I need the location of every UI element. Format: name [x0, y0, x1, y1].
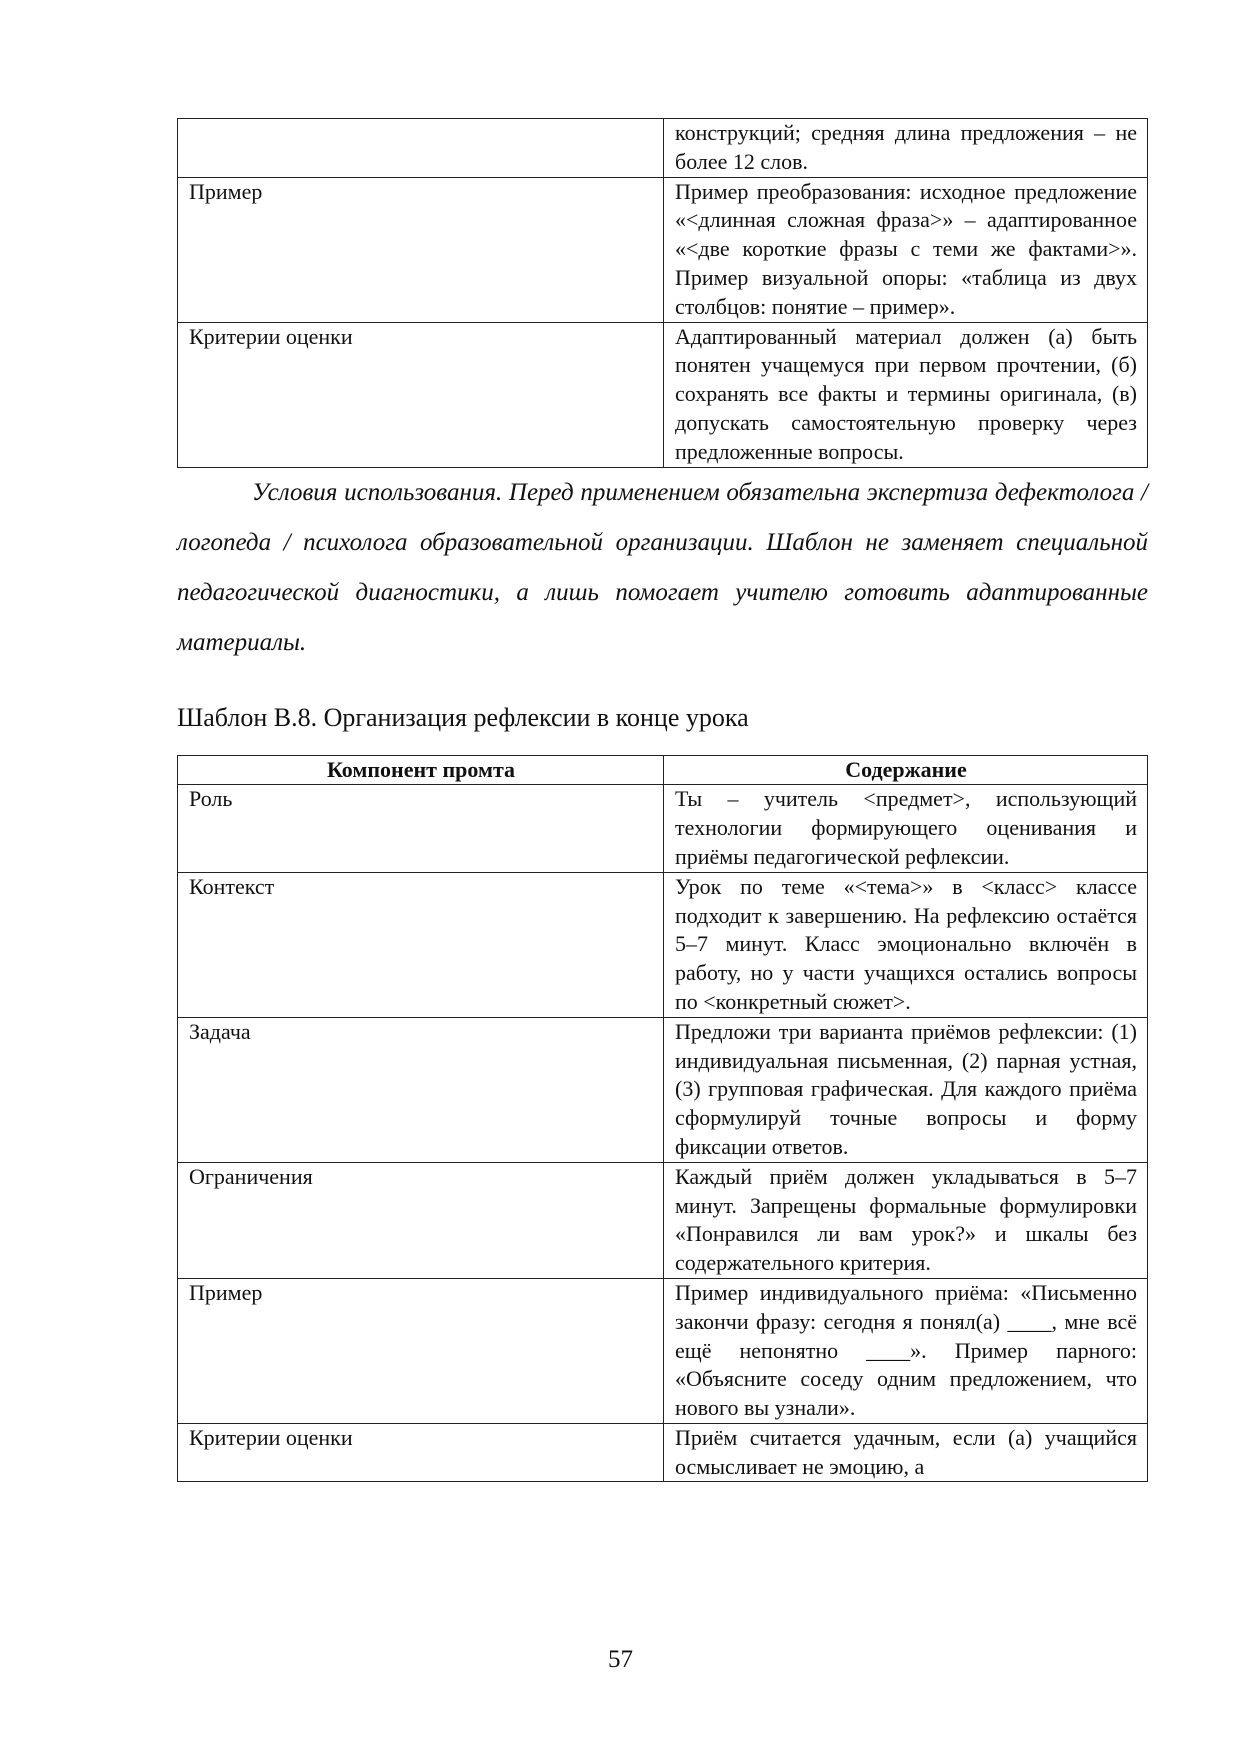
- content-cell: Пример преобразования: исходное предложение «<длинная сложная фраза>» – адаптированное «<две короткие фразы с теми же фактами>». Пример визуальной опоры: «таблица из двух столбцов: понятие – пример».: [664, 177, 1148, 322]
- content-cell: Пример индивидуального приёма: «Письменно закончи фразу: сегодня я понял(а) ____, мне всё ещё непонятно ____». Пример парного: «Объясните соседу одним предложением, что нового вы узнали».: [664, 1278, 1148, 1423]
- column-header-component: Компонент промта: [178, 755, 664, 785]
- component-cell: Задача: [178, 1017, 664, 1162]
- component-cell: Пример: [178, 1278, 664, 1423]
- section-heading: Шаблон В.8. Организация рефлексии в конце урока: [177, 702, 749, 732]
- prompt-template-table-continued: [177, 118, 1148, 468]
- table-row: [178, 872, 1148, 1017]
- content-cell: Приём считается удачным, если (а) учащийся осмысливает не эмоцию, а: [664, 1423, 1148, 1482]
- component-cell: Роль: [178, 785, 664, 872]
- component-cell: Пример: [178, 177, 664, 322]
- reflection-template-table: [177, 755, 1148, 1483]
- component-cell: Ограничения: [178, 1162, 664, 1278]
- component-cell: Критерии оценки: [178, 322, 664, 467]
- usage-conditions-note: Условия использования. Перед применением обязательна экспертиза дефектолога / логопеда / психолога образовательной организации. Шаблон не заменяет специальной педагогической диагностики, а лишь помогает учителю готовить адаптированные материалы.: [177, 478, 1148, 656]
- column-header-content: Содержание: [664, 755, 1148, 785]
- table-row: [178, 1278, 1148, 1423]
- content-cell: конструкций; средняя длина предложения – не более 12 слов.: [664, 119, 1148, 178]
- table-header-row: [178, 755, 1148, 785]
- table-row: [178, 1017, 1148, 1162]
- content-cell: Урок по теме «<тема>» в <класс> классе подходит к завершению. На рефлексию остаётся 5–7 минут. Класс эмоционально включён в работу, но у части учащихся остались вопросы по <конкретный сюжет>.: [664, 872, 1148, 1017]
- content-cell: Каждый приём должен укладываться в 5–7 минут. Запрещены формальные формулировки «Понравился ли вам урок?» и шкалы без содержательного критерия.: [664, 1162, 1148, 1278]
- table-row: [178, 785, 1148, 872]
- content-cell: Адаптированный материал должен (а) быть понятен учащемуся при первом прочтении, (б) сохранять все факты и термины оригинала, (в) допускать самостоятельную проверку через предложенные вопросы.: [664, 322, 1148, 467]
- content-cell: Ты – учитель <предмет>, использующий технологии формирующего оценивания и приёмы педагогической рефлексии.: [664, 785, 1148, 872]
- document-page: [177, 118, 1148, 1482]
- page-number: 57: [608, 1646, 633, 1673]
- table-row: [178, 119, 1148, 178]
- table-row: [178, 177, 1148, 322]
- component-cell: Контекст: [178, 872, 664, 1017]
- table-row: [178, 322, 1148, 467]
- table-row: [178, 1423, 1148, 1482]
- table-row: [178, 1162, 1148, 1278]
- component-cell: [178, 119, 664, 178]
- component-cell: Критерии оценки: [178, 1423, 664, 1482]
- content-cell: Предложи три варианта приёмов рефлексии: (1) индивидуальная письменная, (2) парная устная, (3) групповая графическая. Для каждого приёма сформулируй точные вопросы и форму фиксации ответов.: [664, 1017, 1148, 1162]
